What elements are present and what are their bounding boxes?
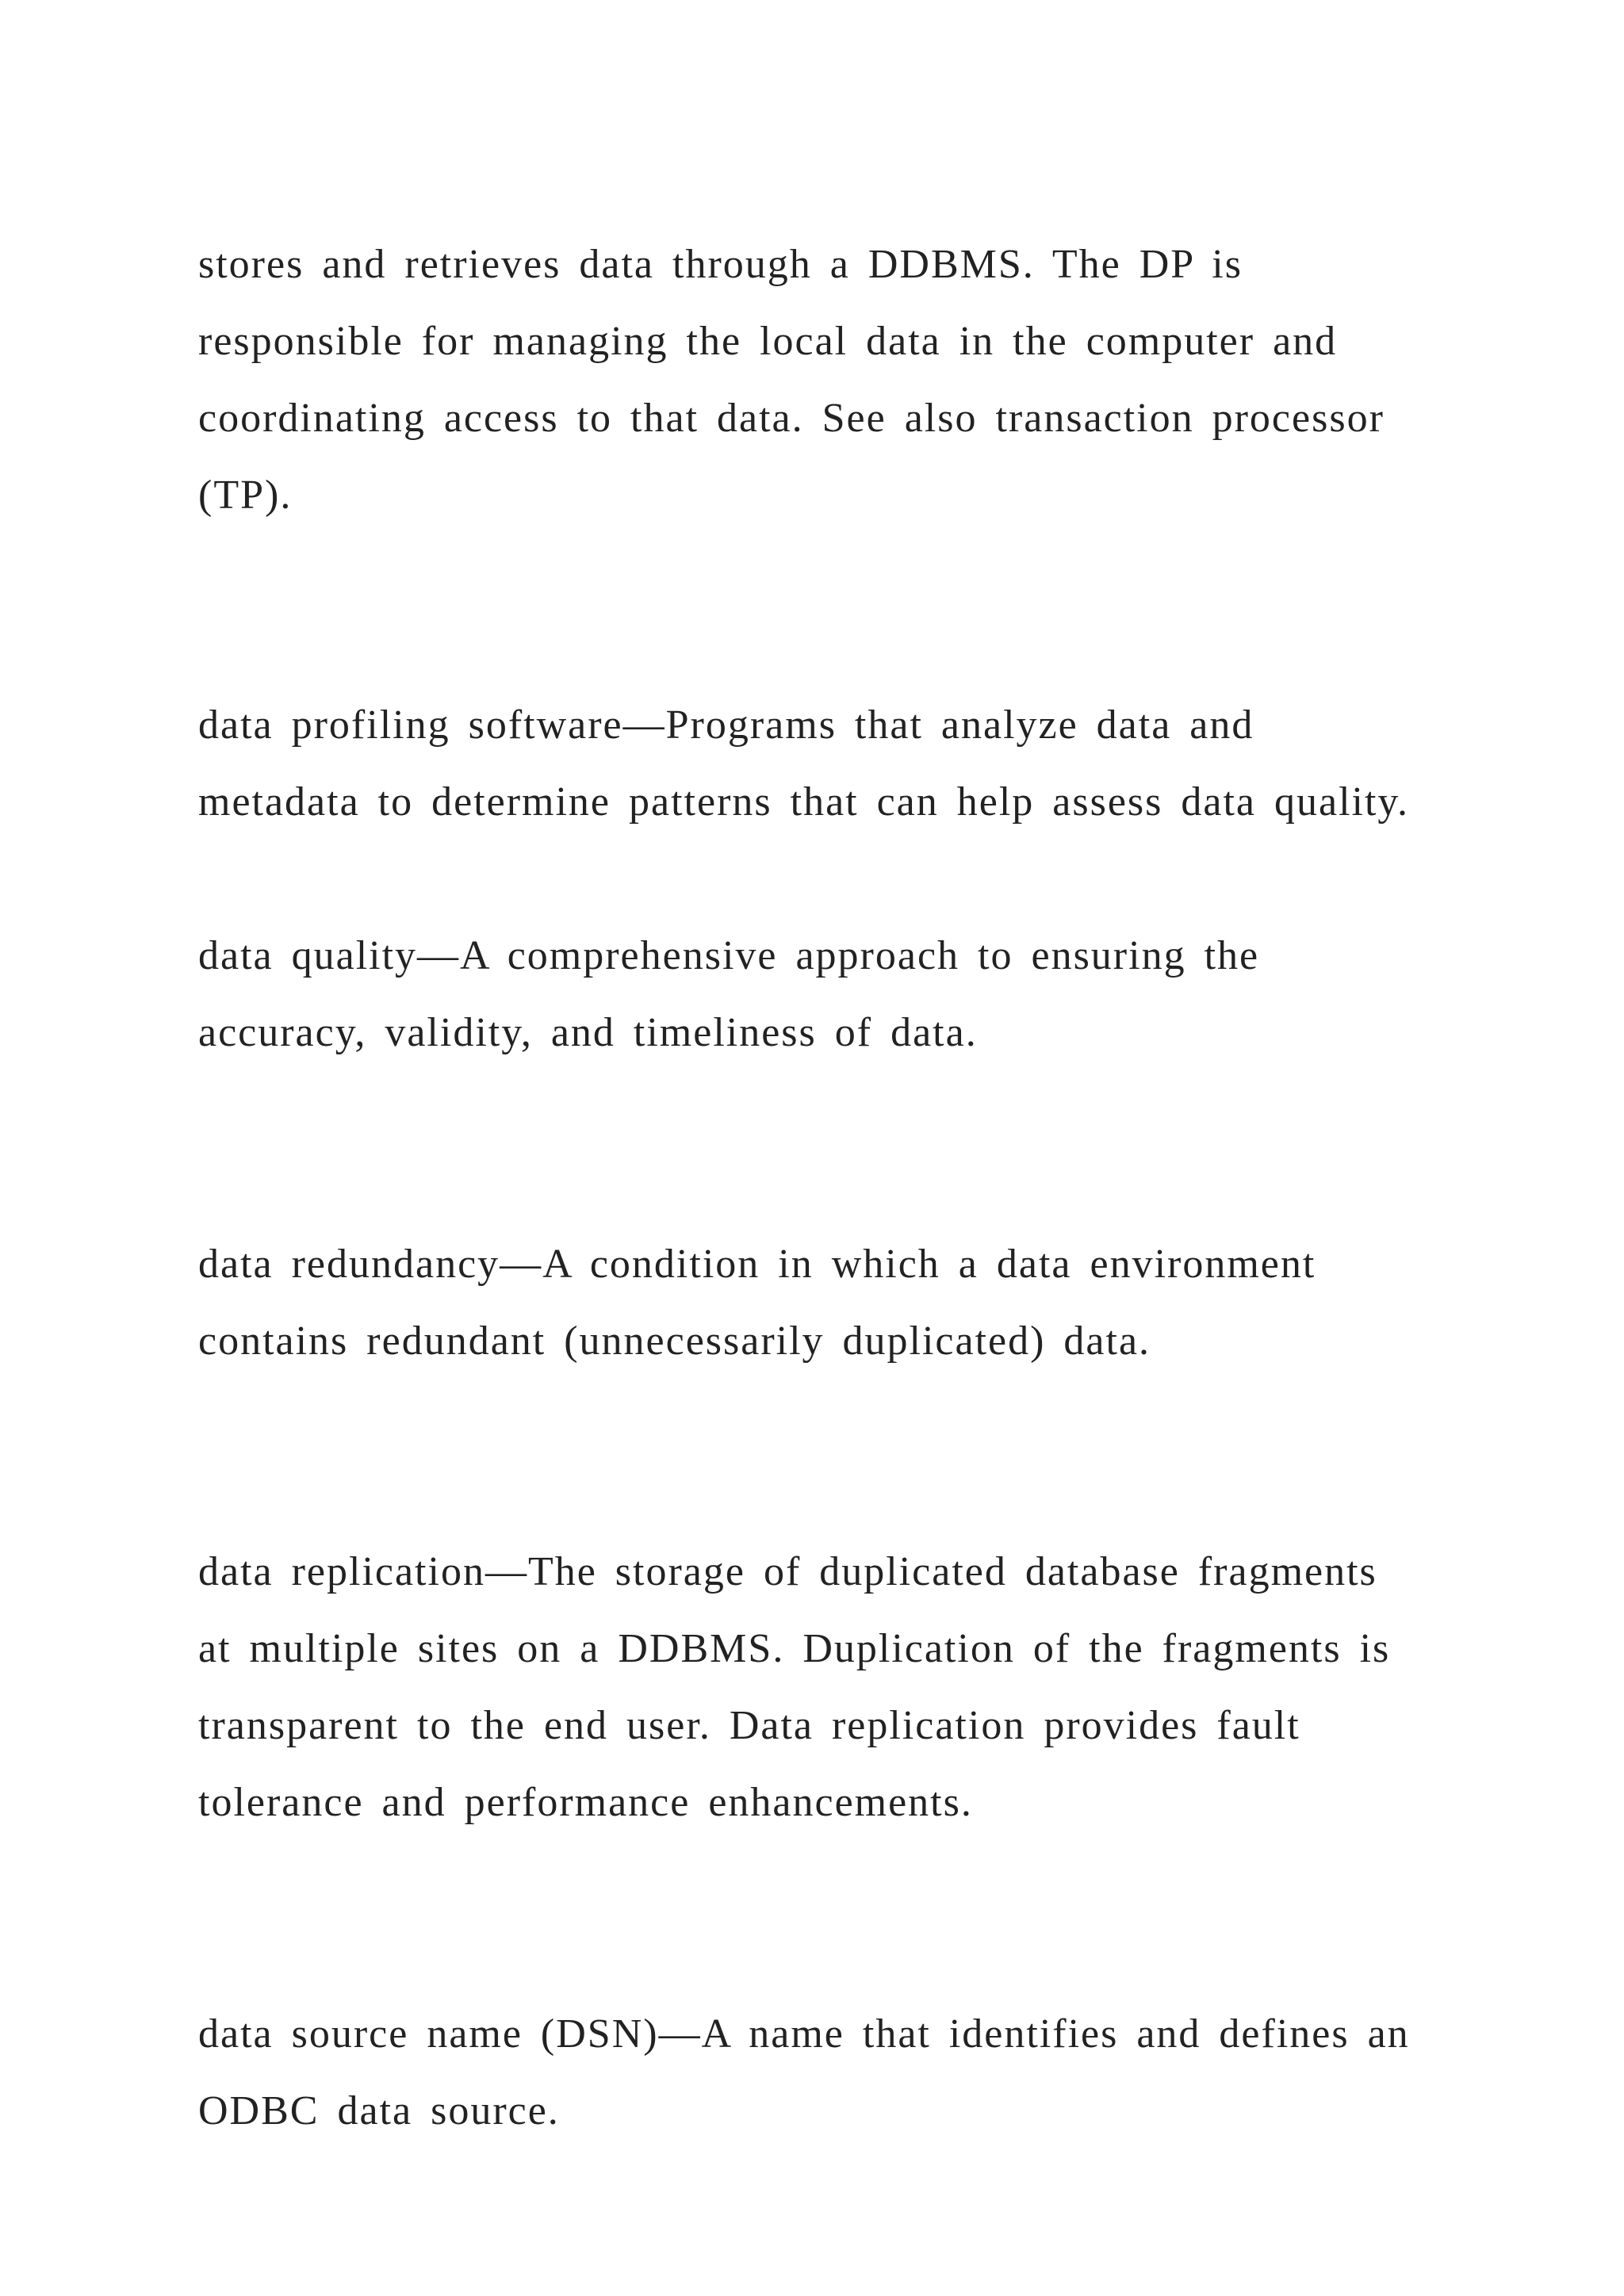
glossary-entry-data-quality: data quality—A comprehensive approach to ensuring the accuracy, validity, and timeliness of data. [198,933,1260,1055]
glossary-entry-data-redundancy: data redundancy—A condition in which a data environment contains redundant (unnecessarily duplicated) data. [198,1242,1316,1364]
glossary-entry-continuation: stores and retrieves data through a DDBMS. The DP is responsible for managing the local data in the computer and coordinating access to that data. See also transaction processor (TP). [198,242,1385,518]
glossary-entry-data-replication: data replication—The storage of duplicated database fragments at multiple sites on a DDBMS. Duplication of the fragments is transparent to the end user. Data replication provides fault tolerance and performance enhancements. [198,1549,1391,1825]
glossary-entry-data-source-name: data source name (DSN)—A name that identifies and defines an ODBC data source. [198,2011,1410,2133]
glossary-entry-data-profiling-software: data profiling software—Programs that analyze data and metadata to determine patterns that can help assess data quality. [198,702,1410,825]
